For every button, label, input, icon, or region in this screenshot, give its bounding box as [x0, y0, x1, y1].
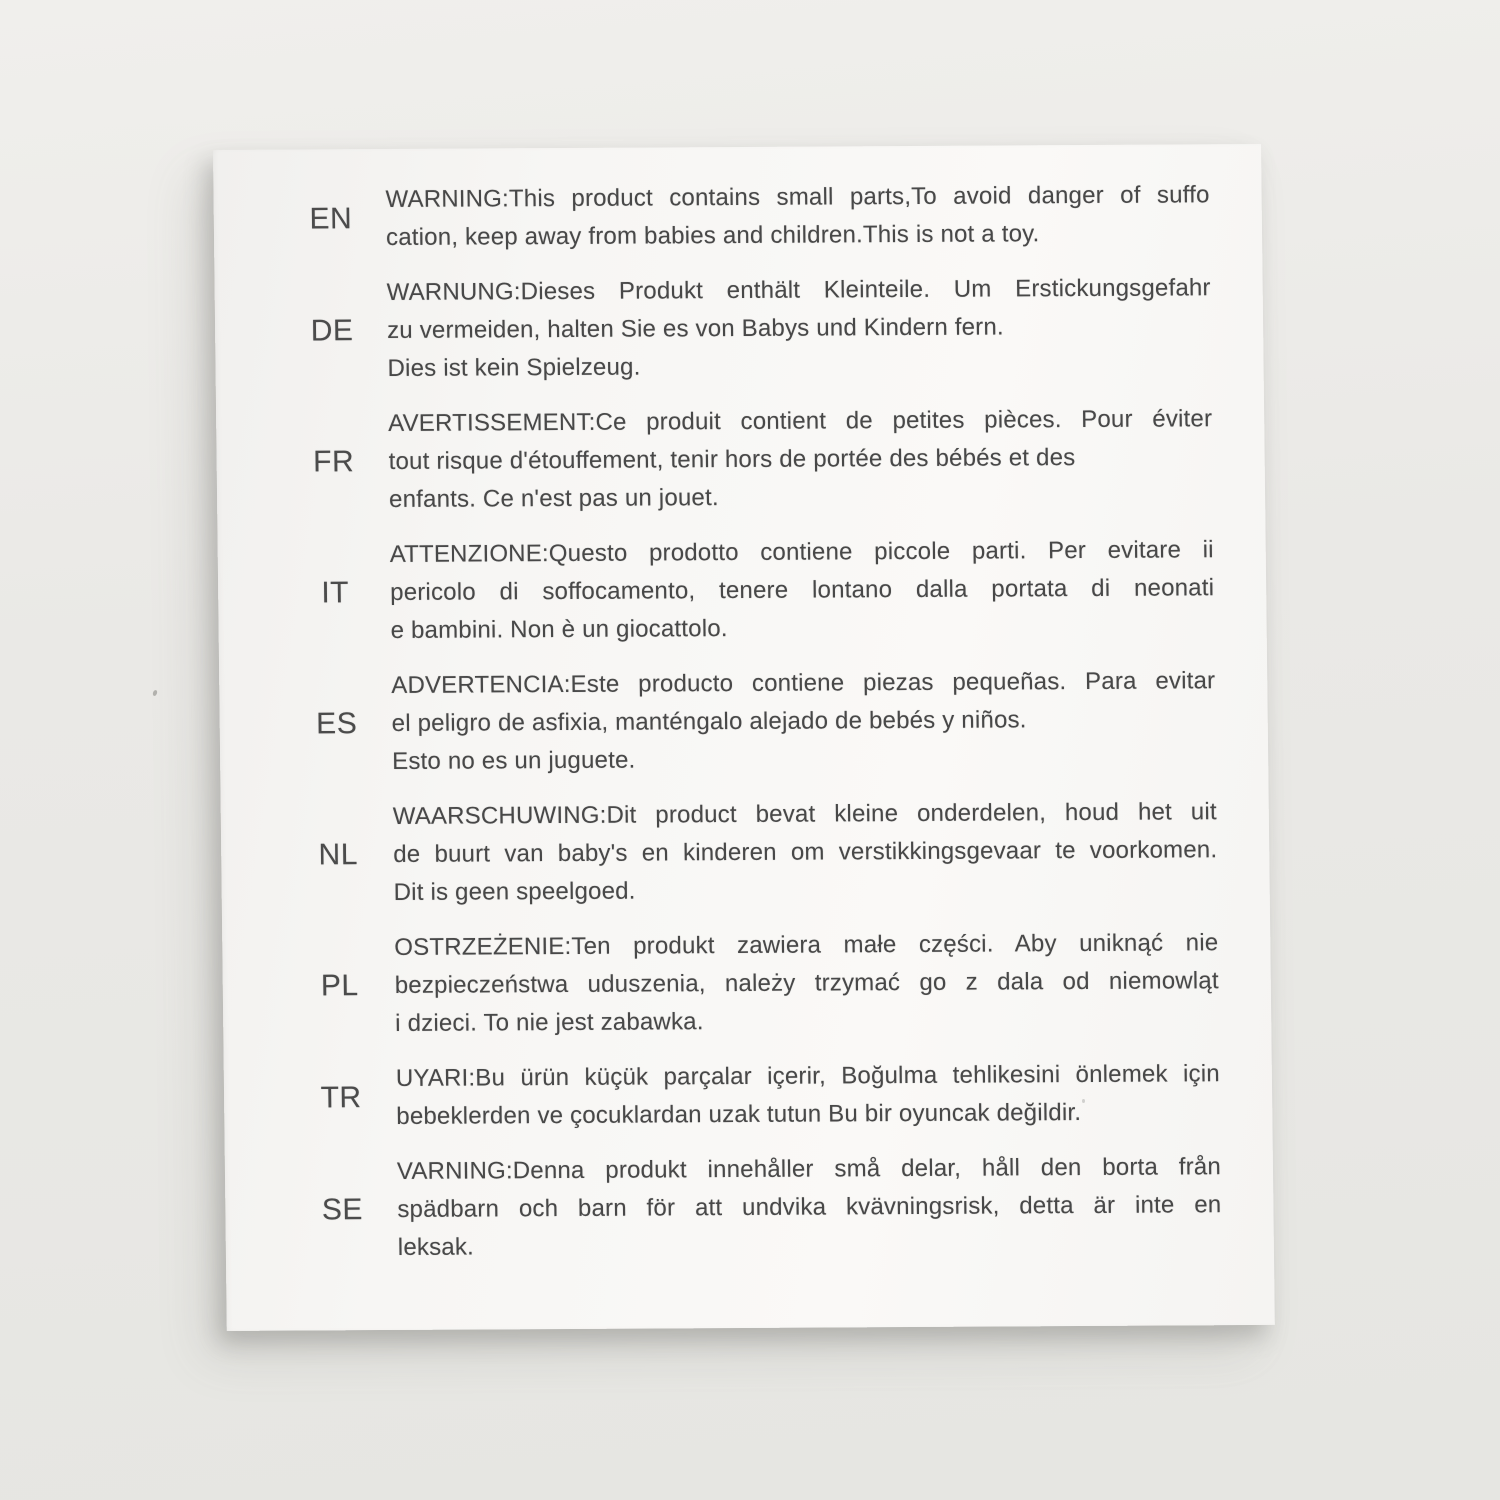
- warning-line: VARNING:Denna produkt innehåller små delar, håll den borta från: [396, 1153, 1222, 1185]
- warning-line: de buurt van baby's en kinderen om verstikkingsgevaar te voorkomen.: [393, 836, 1218, 868]
- warning-line: enfants. Ce n'est pas un jouet.: [388, 484, 719, 513]
- warning-lines: [394, 924, 1219, 1043]
- label-section-fr: [216, 400, 1265, 520]
- warning-lines: [388, 400, 1213, 519]
- warning-line: el peligro de asfixia, manténgalo alejado de bebés y niños.: [391, 706, 1027, 737]
- warning-lines: [386, 269, 1211, 388]
- language-code: TR: [320, 1081, 362, 1115]
- warning-lines: [393, 793, 1218, 912]
- warning-lines: [396, 1055, 1221, 1136]
- language-code: NL: [318, 838, 359, 872]
- language-code: PL: [320, 969, 359, 1003]
- warning-line: tout risque d'étouffement, tenir hors de portée des bébés et des: [388, 444, 1076, 475]
- label-section-se: [225, 1148, 1274, 1268]
- warning-line: bebeklerden ve çocuklardan uzak tutun Bu bir oyuncak değildir.: [396, 1099, 1082, 1130]
- label-section-pl: [222, 924, 1271, 1044]
- warning-line: UYARI:Bu ürün küçük parçalar içerir, Boğulma tehlikesini önlemek için: [395, 1060, 1221, 1092]
- warning-line: WARNUNG:Dieses Produkt enthält Kleinteile. Um Erstickungsgefahr: [386, 274, 1211, 307]
- label-section-it: [218, 531, 1267, 651]
- warning-line: i dzieci. To nie jest zabawka.: [395, 1008, 704, 1037]
- warning-lines: [391, 662, 1216, 781]
- warning-line: pericolo di soffocamento, tenere lontano dalla portata di neonati: [390, 574, 1215, 606]
- warning-lines: [397, 1148, 1222, 1267]
- warning-line: bezpieczeństwa uduszenia, należy trzymać go z dala od niemowląt: [394, 967, 1219, 999]
- label-section-de: [214, 269, 1263, 389]
- warning-line: AVERTISSEMENT:Ce produit contient de petites pièces. Pour éviter: [388, 405, 1213, 437]
- dust-speck: [1082, 1099, 1085, 1103]
- warning-lines: [385, 176, 1210, 257]
- language-code: DE: [310, 314, 354, 348]
- warning-line: zu vermeiden, halten Sie es von Babys und Kindern fern.: [386, 313, 1004, 344]
- warning-line: Dies ist kein Spielzeug.: [387, 353, 641, 382]
- warning-line: ATTENZIONE:Questo prodotto contiene piccole parti. Per evitare ii: [389, 536, 1214, 568]
- warning-line: ADVERTENCIA:Este producto contiene piezas pequeñas. Para evitar: [391, 667, 1216, 699]
- warning-label-paper: [213, 144, 1275, 1331]
- label-section-en: [213, 176, 1262, 258]
- warning-line: cation, keep away from babies and children.This is not a toy.: [385, 220, 1040, 252]
- warning-line: WARNING:This product contains small parts,To avoid danger of suffo: [385, 181, 1210, 214]
- label-section-tr: [224, 1055, 1273, 1137]
- warning-lines: [390, 531, 1215, 650]
- warning-line: WAARSCHUWING:Dit product bevat kleine onderdelen, houd het uit: [392, 798, 1217, 830]
- dust-speck: [152, 689, 158, 696]
- warning-line: e bambini. Non è un giocattolo.: [390, 615, 728, 644]
- language-code: EN: [309, 202, 353, 236]
- warning-line: Esto no es un juguete.: [392, 746, 636, 775]
- warning-line: Dit is geen speelgoed.: [393, 877, 636, 906]
- language-code: FR: [312, 445, 355, 479]
- label-section-es: [219, 662, 1268, 782]
- language-code: SE: [321, 1193, 364, 1227]
- warning-line: leksak.: [397, 1233, 475, 1261]
- language-code: IT: [321, 576, 350, 610]
- warning-line: spädbarn och barn för att undvika kvävningsrisk, detta är inte en: [397, 1191, 1222, 1223]
- language-code: ES: [316, 707, 358, 741]
- label-section-nl: [221, 793, 1270, 913]
- label-sections: [213, 176, 1274, 1285]
- warning-line: OSTRZEŻENIE:Ten produkt zawiera małe części. Aby uniknąć nie: [394, 929, 1219, 961]
